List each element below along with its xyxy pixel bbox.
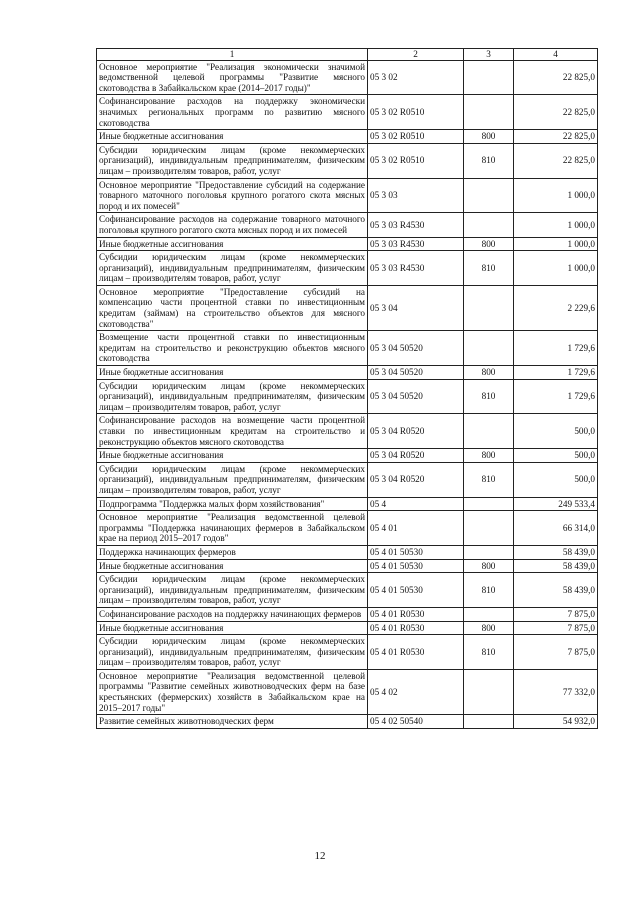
type-cell — [464, 213, 514, 237]
code-cell: 05 3 03 R4530 — [368, 213, 464, 237]
type-cell — [464, 715, 514, 729]
type-cell — [464, 669, 514, 714]
table-row — [97, 635, 598, 670]
type-cell — [464, 497, 514, 511]
amount-cell: 22 825,0 — [514, 60, 598, 95]
item-name-cell: Субсидии юридическим лицам (кроме некоммерческих организаций), индивидуальным предпринимателям, физическим лицам – производителям товаров, работ, услуг — [97, 251, 368, 286]
type-cell: 810 — [464, 143, 514, 178]
table-row — [97, 213, 598, 237]
code-cell: 05 4 01 R0530 — [368, 621, 464, 635]
table-row — [97, 414, 598, 449]
amount-cell: 249 533,4 — [514, 497, 598, 511]
code-cell: 05 3 02 R0510 — [368, 143, 464, 178]
type-cell — [464, 95, 514, 130]
amount-cell: 7 875,0 — [514, 607, 598, 621]
type-cell — [464, 285, 514, 330]
code-cell: 05 3 03 — [368, 178, 464, 213]
header-cell-4: 4 — [514, 49, 598, 61]
item-name-cell: Иные бюджетные ассигнования — [97, 621, 368, 635]
table-row — [97, 285, 598, 330]
table-row — [97, 178, 598, 213]
table-row — [97, 449, 598, 463]
table-row — [97, 559, 598, 573]
amount-cell: 22 825,0 — [514, 143, 598, 178]
item-name-cell: Софинансирование расходов на поддержку экономически значимых региональных программ по развитию мясного скотоводства — [97, 95, 368, 130]
item-name-cell: Иные бюджетные ассигнования — [97, 130, 368, 144]
item-name-cell: Софинансирование расходов на содержание товарного маточного поголовья крупного рогатого скота мясных пород и их помесей — [97, 213, 368, 237]
table-row — [97, 130, 598, 144]
code-cell: 05 4 02 50540 — [368, 715, 464, 729]
table-row — [97, 251, 598, 286]
type-cell: 800 — [464, 237, 514, 251]
type-cell: 810 — [464, 462, 514, 497]
item-name-cell: Субсидии юридическим лицам (кроме некоммерческих организаций), индивидуальным предпринимателям, физическим лицам – производителям товаров, работ, услуг — [97, 379, 368, 414]
amount-cell: 500,0 — [514, 449, 598, 463]
amount-cell: 500,0 — [514, 414, 598, 449]
item-name-cell: Возмещение части процентной ставки по инвестиционным кредитам на строительство и реконструкцию объектов мясного скотоводства — [97, 331, 368, 366]
item-name-cell: Иные бюджетные ассигнования — [97, 366, 368, 380]
item-name-cell: Основное мероприятие "Реализация ведомственной целевой программы "Развитие семейных животноводческих ферм на базе крестьянских (фермерских) хозяйств в Забайкальском крае на 2015–2017 годы" — [97, 669, 368, 714]
amount-cell: 54 932,0 — [514, 715, 598, 729]
header-cell-1: 1 — [97, 49, 368, 61]
item-name-cell: Основное мероприятие "Предоставление субсидий на компенсацию части процентной ставки по инвестиционным кредитам (займам) на строительство объектов для мясного скотоводства" — [97, 285, 368, 330]
item-name-cell: Иные бюджетные ассигнования — [97, 449, 368, 463]
item-name-cell: Софинансирование расходов на поддержку начинающих фермеров — [97, 607, 368, 621]
type-cell: 810 — [464, 635, 514, 670]
code-cell: 05 3 02 R0510 — [368, 130, 464, 144]
type-cell: 800 — [464, 559, 514, 573]
table-row — [97, 621, 598, 635]
item-name-cell: Субсидии юридическим лицам (кроме некоммерческих организаций), индивидуальным предпринимателям, физическим лицам – производителям товаров, работ, услуг — [97, 462, 368, 497]
type-cell: 800 — [464, 366, 514, 380]
code-cell: 05 4 01 — [368, 511, 464, 546]
code-cell: 05 4 01 R0530 — [368, 607, 464, 621]
amount-cell: 58 439,0 — [514, 559, 598, 573]
type-cell — [464, 414, 514, 449]
table-row — [97, 715, 598, 729]
item-name-cell: Иные бюджетные ассигнования — [97, 237, 368, 251]
code-cell: 05 4 02 — [368, 669, 464, 714]
table-row — [97, 379, 598, 414]
code-cell: 05 4 01 R0530 — [368, 635, 464, 670]
amount-cell: 2 229,6 — [514, 285, 598, 330]
type-cell — [464, 60, 514, 95]
amount-cell: 58 439,0 — [514, 573, 598, 608]
amount-cell: 500,0 — [514, 462, 598, 497]
table-row — [97, 366, 598, 380]
type-cell: 810 — [464, 251, 514, 286]
code-cell: 05 4 01 50530 — [368, 559, 464, 573]
code-cell: 05 3 03 R4530 — [368, 251, 464, 286]
code-cell: 05 4 — [368, 497, 464, 511]
table-row — [97, 497, 598, 511]
item-name-cell: Основное мероприятие "Реализация экономически значимой ведомственной целевой программы "Развитие мясного скотоводства в Забайкальском крае (2014–2017 годы)" — [97, 60, 368, 95]
amount-cell: 7 875,0 — [514, 635, 598, 670]
item-name-cell: Основное мероприятие "Предоставление субсидий на содержание товарного маточного поголовья крупного рогатого скота мясных пород и их помесей" — [97, 178, 368, 213]
code-cell: 05 3 04 R0520 — [368, 449, 464, 463]
page-number: 12 — [314, 850, 326, 862]
type-cell: 800 — [464, 130, 514, 144]
amount-cell: 58 439,0 — [514, 545, 598, 559]
amount-cell: 77 332,0 — [514, 669, 598, 714]
amount-cell: 1 729,6 — [514, 379, 598, 414]
code-cell: 05 3 04 — [368, 285, 464, 330]
table-row — [97, 669, 598, 714]
amount-cell: 1 000,0 — [514, 251, 598, 286]
amount-cell: 1 000,0 — [514, 237, 598, 251]
item-name-cell: Подпрограмма "Поддержка малых форм хозяйствования" — [97, 497, 368, 511]
type-cell: 800 — [464, 621, 514, 635]
item-name-cell: Основное мероприятие "Реализация ведомственной целевой программы "Поддержка начинающих фермеров в Забайкальском крае на период 2015–2017 годов" — [97, 511, 368, 546]
amount-cell: 22 825,0 — [514, 130, 598, 144]
type-cell: 810 — [464, 379, 514, 414]
table-row — [97, 95, 598, 130]
item-name-cell: Субсидии юридическим лицам (кроме некоммерческих организаций), индивидуальным предпринимателям, физическим лицам – производителям товаров, работ, услуг — [97, 143, 368, 178]
code-cell: 05 4 01 50530 — [368, 545, 464, 559]
header-cell-2: 2 — [368, 49, 464, 61]
amount-cell: 7 875,0 — [514, 621, 598, 635]
type-cell — [464, 331, 514, 366]
type-cell — [464, 607, 514, 621]
table-row — [97, 237, 598, 251]
code-cell: 05 4 01 50530 — [368, 573, 464, 608]
type-cell — [464, 511, 514, 546]
amount-cell: 1 729,6 — [514, 366, 598, 380]
item-name-cell: Субсидии юридическим лицам (кроме некоммерческих организаций), индивидуальным предпринимателям, физическим лицам – производителям товаров, работ, услуг — [97, 635, 368, 670]
code-cell: 05 3 04 R0520 — [368, 414, 464, 449]
table-row — [97, 573, 598, 608]
item-name-cell: Субсидии юридическим лицам (кроме некоммерческих организаций), индивидуальным предпринимателям, физическим лицам – производителям товаров, работ, услуг — [97, 573, 368, 608]
code-cell: 05 3 04 50520 — [368, 331, 464, 366]
amount-cell: 22 825,0 — [514, 95, 598, 130]
code-cell: 05 3 04 R0520 — [368, 462, 464, 497]
amount-cell: 66 314,0 — [514, 511, 598, 546]
amount-cell: 1 000,0 — [514, 213, 598, 237]
type-cell: 810 — [464, 573, 514, 608]
item-name-cell: Софинансирование расходов на возмещение части процентной ставки по инвестиционным кредитам на строительство и реконструкцию объектов мясного скотоводства — [97, 414, 368, 449]
table-body — [97, 60, 598, 728]
table-row — [97, 60, 598, 95]
item-name-cell: Поддержка начинающих фермеров — [97, 545, 368, 559]
code-cell: 05 3 04 50520 — [368, 379, 464, 414]
code-cell: 05 3 03 R4530 — [368, 237, 464, 251]
type-cell: 800 — [464, 449, 514, 463]
type-cell — [464, 178, 514, 213]
table-row — [97, 545, 598, 559]
amount-cell: 1 000,0 — [514, 178, 598, 213]
header-cell-3: 3 — [464, 49, 514, 61]
table-row — [97, 331, 598, 366]
type-cell — [464, 545, 514, 559]
header-row — [97, 49, 598, 61]
table-row — [97, 607, 598, 621]
item-name-cell: Иные бюджетные ассигнования — [97, 559, 368, 573]
code-cell: 05 3 02 — [368, 60, 464, 95]
table-row — [97, 462, 598, 497]
item-name-cell: Развитие семейных животноводческих ферм — [97, 715, 368, 729]
code-cell: 05 3 04 50520 — [368, 366, 464, 380]
amount-cell: 1 729,6 — [514, 331, 598, 366]
budget-table — [96, 48, 598, 729]
table-row — [97, 511, 598, 546]
table-row — [97, 143, 598, 178]
code-cell: 05 3 02 R0510 — [368, 95, 464, 130]
